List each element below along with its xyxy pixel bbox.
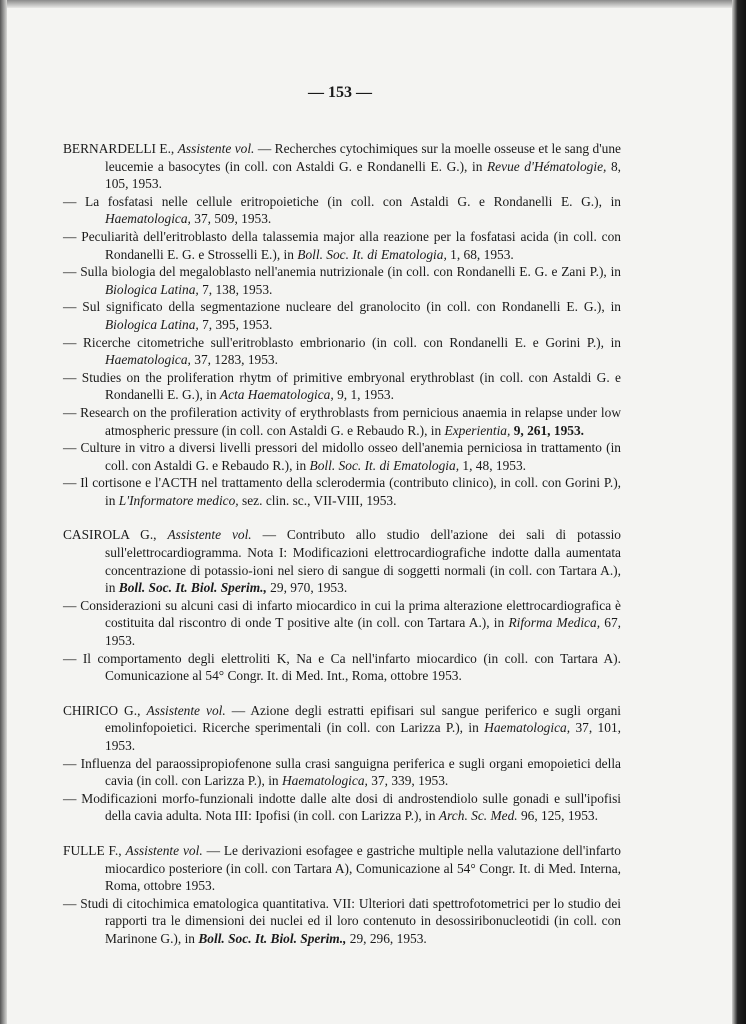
journal-title: Haematologica, [105, 352, 191, 368]
author-section [63, 842, 621, 948]
entry-text: 37, 1283, 1953. [190, 352, 278, 368]
journal-title: Haematologica, [105, 211, 191, 227]
journal-title: Riforma Medica, [508, 615, 601, 631]
entry-text: — Contributo allo studio dell'azione dei sali di potassio sull'elettrocardiogramma. Nota I: Modificazioni elettrocardiografiche indotte dalla aumentata concentrazione di potassio-ioni nel siero di sangue di soggetti normali (in coll. con Tartara A.), in [105, 527, 621, 596]
entry-text: CHIRICO G., [63, 702, 147, 718]
bibliography-entry [63, 650, 621, 685]
entry-text: 8, 105, 1953. [105, 158, 622, 192]
entry-text: 37, 101, 1953. [105, 720, 621, 753]
journal-title: Assistente vol. [125, 842, 203, 858]
journal-title: Biologica Latina, [105, 281, 199, 297]
scan-border-left [0, 0, 7, 1024]
journal-title: Arch. Sc. Med. [438, 808, 518, 824]
entry-text: 37, 339, 1953. [367, 773, 449, 789]
bibliography-entry [63, 842, 621, 895]
author-section [63, 140, 621, 509]
entry-text: — La fosfatasi nelle cellule eritropoietiche (in coll. con Astaldi G. e Rondanelli E. G.), in [63, 193, 621, 209]
bibliography-entry [63, 474, 621, 509]
entry-text: — Peculiarità dell'eritroblasto della talassemia major alla reazione per la fosfatasi acida (in coll. con Rondanelli E. G. e Strosselli E.), in [63, 228, 621, 262]
bibliography-entry [63, 140, 621, 193]
bibliography-entry [63, 228, 621, 263]
entry-text: BERNARDELLI E., [63, 141, 178, 156]
scan-border-right [732, 0, 746, 1024]
entry-text: — Influenza del paraossipropiofenone sulla crasi sanguigna periferica e sugli organi emopoietici della cavia (in coll. con Larizza P.), in [63, 755, 621, 789]
entry-text: 7, 395, 1953. [198, 316, 273, 332]
journal-title: Boll. Soc. It. Biol. Sperim., [198, 930, 347, 946]
journal-title: Acta Haematologica, [219, 387, 334, 403]
entry-text: — Sul significato della segmentazione nucleare del granolocito (in coll. con Rondanelli E. G.), in [63, 299, 621, 315]
entry-text: 37, 509, 1953. [190, 211, 272, 227]
entry-text: 67, 1953. [105, 615, 621, 649]
journal-title: Assistente vol. [177, 141, 255, 156]
entry-text: — Research on the profileration activity of erythroblasts from pernicious anaemia in relapse under low atmospheric pressure (in coll. con Astaldi G. e Rebaudo R.), in [63, 404, 621, 438]
entry-text: sez. clin. sc., VII-VIII, 1953. [238, 492, 397, 508]
journal-title: Assistente vol. [167, 527, 252, 543]
entry-text: — Culture in vitro a diversi livelli pressori del midollo osseo dell'anemia perniciosa in trattamento (in coll. con Astaldi G. e Rebaudo R.), in [63, 440, 621, 473]
bibliography-entry [63, 526, 621, 596]
entry-text: 1, 68, 1953. [446, 246, 514, 262]
bibliography-entry [63, 439, 621, 474]
entry-text: — Il cortisone e l'ACTH nel trattamento della sclerodermia (contributo clinico), in coll. con Gorini P.), in [63, 475, 621, 508]
bibliography-list [63, 140, 621, 965]
bibliography-entry [63, 193, 621, 228]
entry-text: 29, 970, 1953. [266, 580, 348, 596]
entry-text: — Il comportamento degli elettroliti K, Na e Ca nell'infarto miocardico (in coll. con Tartara A). Comunicazione al 54° Congr. It. di Med. Int., Roma, ottobre 1953. [63, 650, 621, 684]
entry-text: — Studies on the proliferation rhytm of primitive embryonal erythroblast (in coll. con Astaldi G. e Rondanelli E. G.), in [63, 369, 621, 403]
entry-text: — Ricerche citometriche sull'eritroblasto embrionario (in coll. con Rondanelli E. e Gorini P.), in [63, 334, 621, 350]
entry-text: — Studi di citochimica ematologica quantitativa. VII: Ulteriori dati spettrofotometrici per lo studio dei rapporti tra le dimensioni dei nuclei ed il loro contenuto in desossiribonucleotidi (in coll. con Marinone G.), in [63, 895, 621, 946]
journal-title: Haematologica, [484, 720, 571, 736]
bibliography-entry [63, 702, 621, 755]
page-number: — 153 — [308, 84, 372, 101]
entry-text: FULLE F., [63, 842, 126, 858]
scan-border-top [0, 0, 746, 8]
journal-title: Boll. Soc. It. di Ematologia, [297, 246, 447, 262]
entry-text: 9, 1, 1953. [333, 387, 394, 403]
entry-text: — Azione degli estratti epifisari sul sangue periferico e sugli organi emolinfopoietici. Ricerche sperimentali (in coll. con Larizza P.), in [105, 702, 621, 736]
entry-text: — Recherches cytochimiques sur la moelle osseuse et le sang d'une leucemie a basocytes (in coll. con Astaldi G. e Rondanelli E. G.), in [105, 141, 621, 174]
entry-text: CASIROLA G., [63, 527, 168, 543]
journal-title: L'Informatore medico, [118, 492, 239, 508]
bibliography-entry [63, 404, 621, 439]
entry-text: 1, 48, 1953. [459, 457, 527, 473]
author-section [63, 702, 621, 825]
entry-text: 7, 138, 1953. [198, 281, 273, 297]
bibliography-entry [63, 298, 621, 333]
entry-text: — Sulla biologia del megaloblasto nell'anemia nutrizionale (in coll. con Rondanelli E. G. e Zani P.), in [63, 264, 621, 280]
bibliography-entry [63, 895, 621, 948]
entry-text: — Considerazioni su alcuni casi di infarto miocardico in cui la prima alterazione elettrocardiografica è costituita dal riscontro di onde T positive alte (in coll. con Tartara A.), in [63, 597, 621, 631]
entry-text: 29, 296, 1953. [346, 930, 427, 946]
journal-title: Revue d'Hématologie, [487, 158, 607, 174]
entry-text: 96, 125, 1953. [517, 808, 598, 824]
journal-title: Experientia, [444, 422, 511, 438]
entry-text: — Le derivazioni esofagee e gastriche multiple nella valutazione dell'infarto miocardico posteriore (in coll. con Tartara A), Comunicazione al 54° Congr. It. di Med. Interna, Roma, ottobre 1953. [105, 842, 621, 894]
journal-title: Haematologica, [281, 773, 368, 789]
author-section [63, 526, 621, 684]
bibliography-entry [63, 755, 621, 790]
entry-text: — Modificazioni morfo-funzionali indotte dalle alte dosi di androstendiolo sulle gonadi e sull'ipofisi della cavia adulta. Nota III: Ipofisi (in coll. con Larizza P.), in [63, 790, 621, 824]
bibliography-entry [63, 597, 621, 650]
journal-title: Biologica Latina, [105, 316, 199, 332]
journal-title: Assistente vol. [146, 702, 226, 718]
bibliography-entry [63, 263, 621, 298]
bibliography-entry [63, 790, 621, 825]
bibliography-entry [63, 369, 621, 404]
journal-title: Boll. Soc. It. Biol. Sperim., [118, 580, 267, 596]
journal-title: Boll. Soc. It. di Ematologia, [309, 457, 460, 473]
journal-title: 9, 261, 1953. [510, 422, 585, 438]
bibliography-entry [63, 334, 621, 369]
